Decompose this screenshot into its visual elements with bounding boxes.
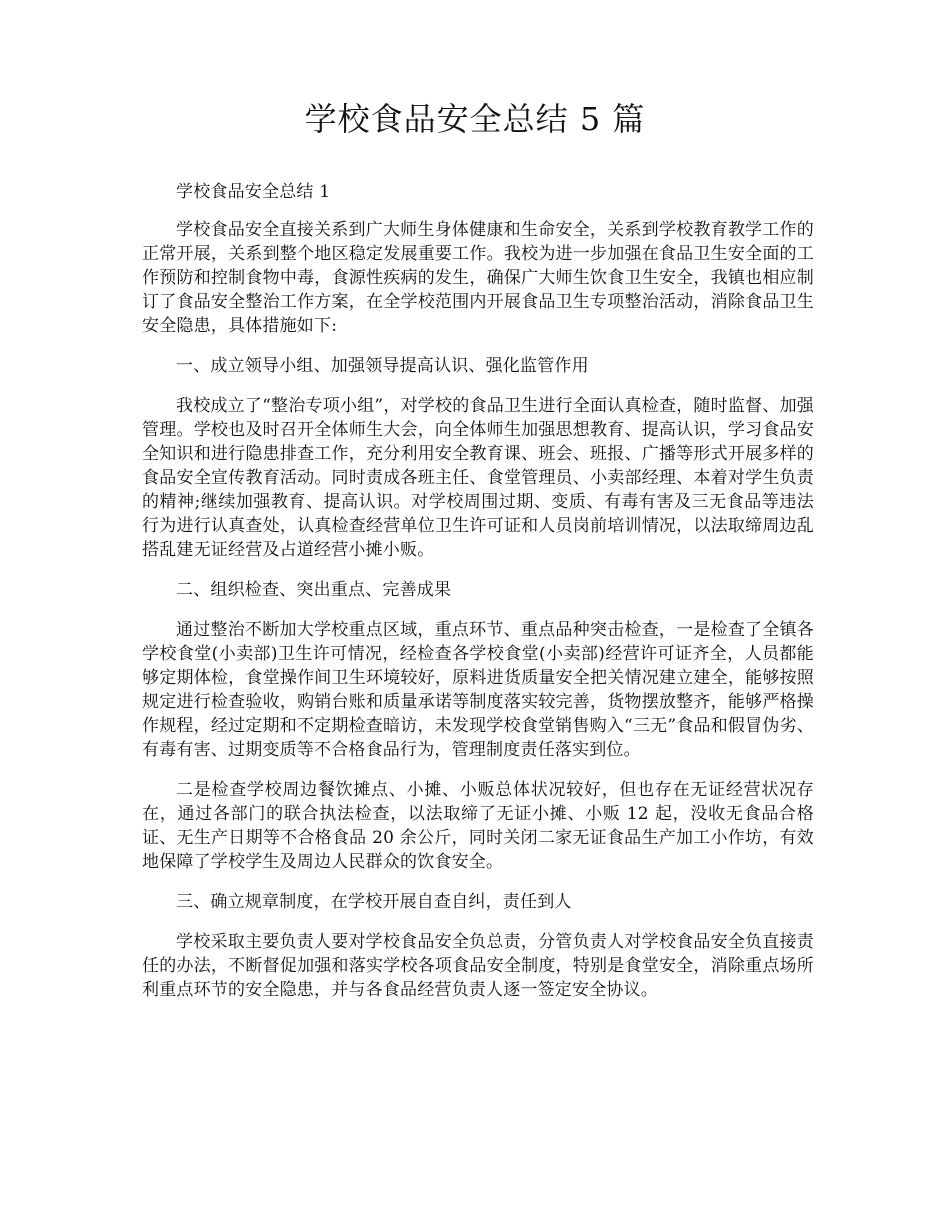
intro-paragraph: 学校食品安全直接关系到广大师生身体健康和生命安全，关系到学校教育教学工作的正常开展，关系到整个地区稳定发展重要工作。我校为进一步加强在食品卫生安全面的工作预防和控制食物中毒，食源性疾病的发生，确保广大师生饮食卫生安全，我镇也相应制订了食品安全整治工作方案，在全学校范围内开展食品卫生专项整治活动，消除食品卫生安全隐患，具体措施如下: (142, 220, 814, 336)
section-heading-summary-1: 学校食品安全总结 1 (176, 182, 331, 202)
section-heading-2: 二、组织检查、突出重点、完善成果 (176, 580, 452, 600)
section-1-paragraph: 我校成立了“整治专项小组”，对学校的食品卫生进行全面认真检查，随时监督、加强管理。学校也及时召开全体师生大会，向全体师生加强思想教育、提高认识，学习食品安全知识和进行隐患排查工作，充分利用安全教育课、班会、班报、广播等形式开展多样的食品安全宣传教育活动。同时责成各班主任、食堂管理员、小卖部经理、本着对学生负责的精神;继续加强教育、提高认识。对学校周围过期、变质、有毒有害及三无食品等违法行为进行认真查处，认真检查经营单位卫生许可证和人员岗前培训情况，以法取缔周边乱搭乱建无证经营及占道经营小摊小贩。 (142, 396, 814, 560)
section-3-paragraph: 学校采取主要负责人要对学校食品安全负总责，分管负责人对学校食品安全负直接责任的办法，不断督促加强和落实学校各项食品安全制度，特别是食堂安全，消除重点场所利重点环节的安全隐患，并与各食品经营负责人逐一签定安全协议。 (142, 932, 814, 1000)
section-heading-3: 三、确立规章制度，在学校开展自查自纠，责任到人 (176, 892, 572, 912)
document-body (142, 180, 814, 1002)
section-2-paragraph-1: 通过整治不断加大学校重点区域，重点环节、重点品种突击检查，一是检查了全镇各学校食堂(小卖部)卫生许可情况，经检查各学校食堂(小卖部)经营许可证齐全，人员都能够定期体检，食堂操作间卫生环境较好，原料进货质量安全把关情况建立建全，能够按照规定进行检查验收，购销台账和质量承诺等制度落实较完善，货物摆放整齐，能够严格操作规程，经过定期和不定期检查暗访，未发现学校食堂销售购入“三无”食品和假冒伪劣、有毒有害、过期变质等不合格食品行为，管理制度责任落实到位。 (142, 620, 814, 760)
section-2-paragraph-2: 二是检查学校周边餐饮摊点、小摊、小贩总体状况较好，但也存在无证经营状况存在，通过各部门的联合执法检查，以法取缔了无证小摊、小贩 12 起，没收无食品合格证、无生产日期等不合格食品 20 余公斤，同时关闭二家无证食品生产加工小作坊，有效地保障了学校学生及周边人民群众的饮食安全。 (142, 780, 814, 872)
section-heading-1: 一、成立领导小组、加强领导提高认识、强化监管作用 (176, 356, 589, 376)
document-title: 学校食品安全总结 5 篇 (304, 100, 646, 138)
